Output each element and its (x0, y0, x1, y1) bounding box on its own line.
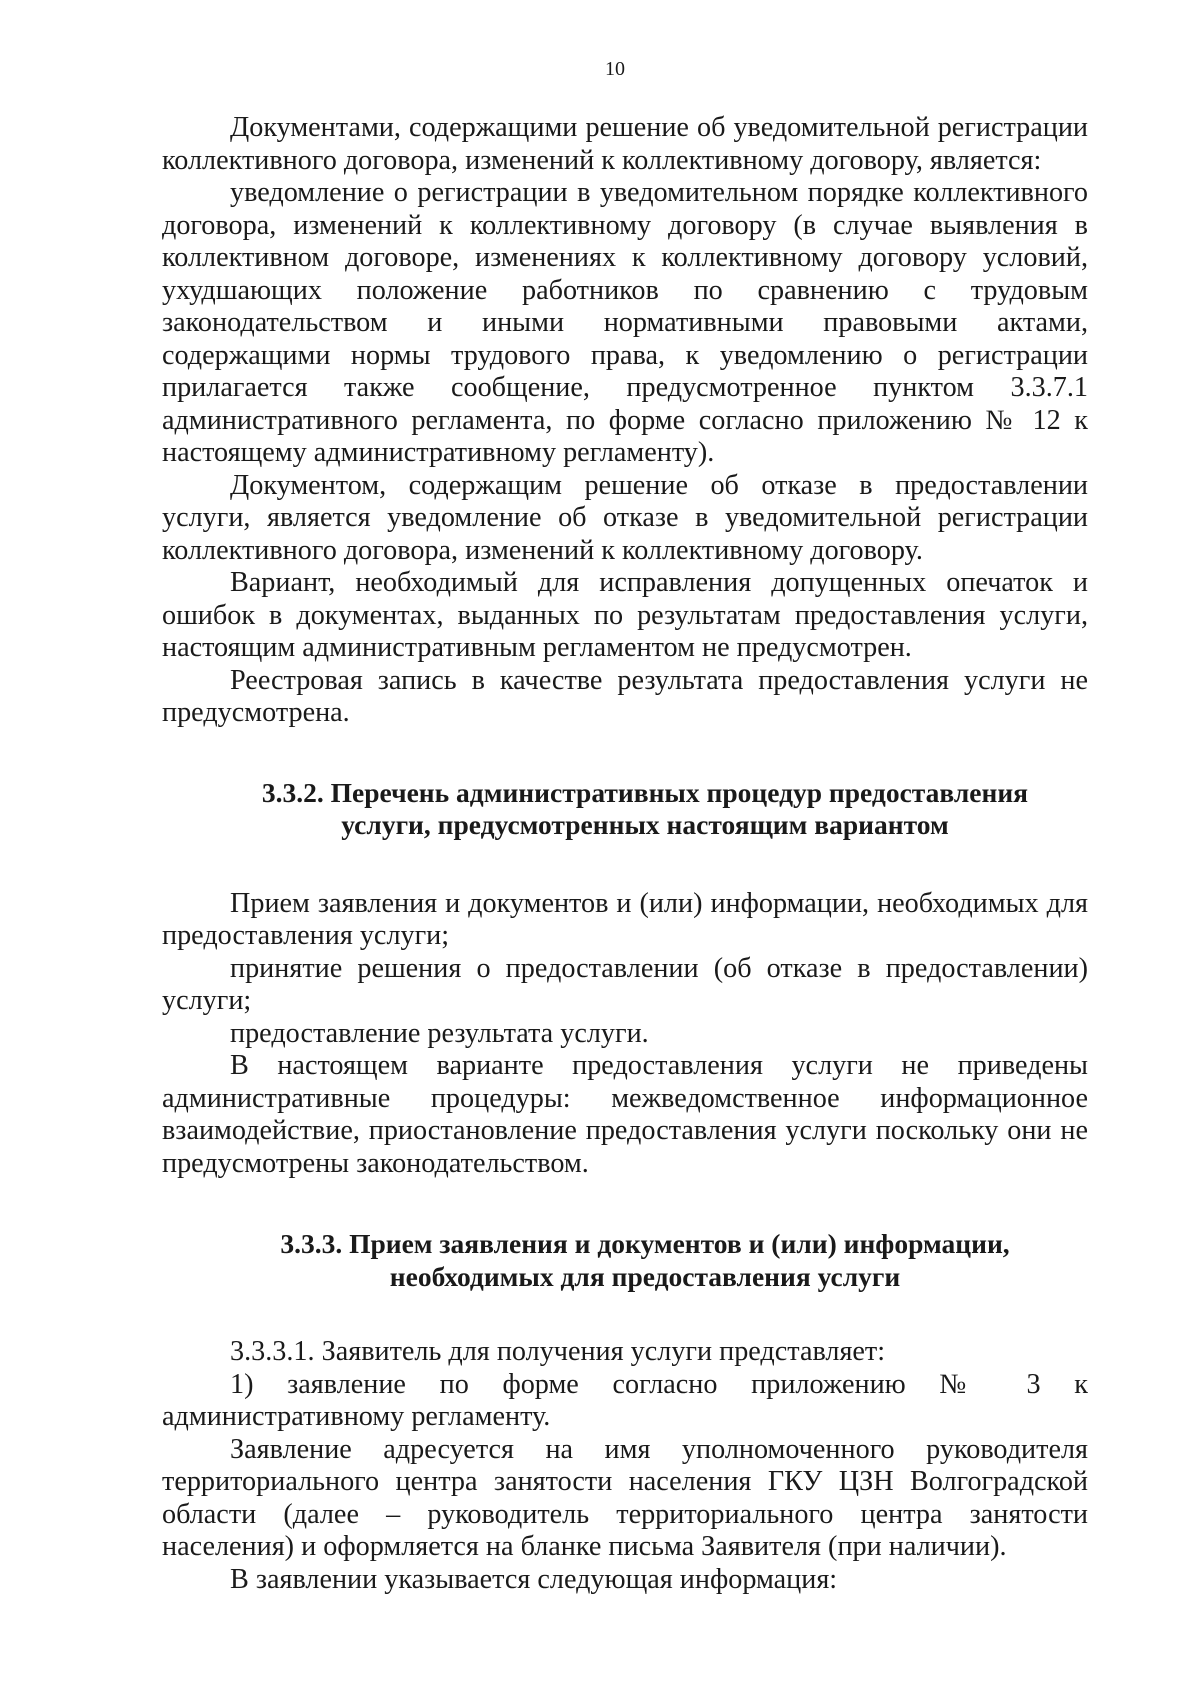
procedures-section (162, 888, 1088, 1181)
paragraph: Документом, содержащим решение об отказе в предоставлении услуги, является уведомление об отказе в уведомительной регистрации коллективного договора, изменений к коллективному договору. (162, 469, 1088, 566)
result-documents-section (162, 112, 1088, 730)
paragraph: 3.3.3.1. Заявитель для получения услуги представляет: (230, 1336, 886, 1367)
paragraph: принятие решения о предоставлении (об отказе в предоставлении) услуги; (162, 952, 1088, 1016)
paragraph: предоставление результата услуги. (230, 1017, 649, 1049)
page-number: 10 (605, 58, 625, 80)
paragraph: Заявление адресуется на имя уполномоченного руководителя территориального центра занятости населения ГКУ ЦЗН Волгоградской области (далее – руководитель территориального центра занятости населения) и оформляется на бланке письма Заявителя (при наличии). (162, 1433, 1088, 1562)
paragraph: Прием заявления и документов и (или) информации, необходимых для предоставления услуги; (162, 887, 1088, 951)
heading-line: необходимых для предоставления услуги (389, 1260, 901, 1292)
paragraph: Реестровая запись в качестве результата предоставления услуги не предусмотрена. (162, 664, 1088, 728)
heading-line: 3.3.2. Перечень административных процедур предоставления (261, 776, 1029, 808)
document-body (162, 112, 1088, 1596)
heading-line: услуги, предусмотренных настоящим вариантом (341, 809, 949, 840)
paragraph: Документами, содержащими решение об уведомительной регистрации коллективного договора, изменений к коллективному договору, является: (162, 112, 1088, 176)
paragraph: В настоящем варианте предоставления услуги не приведены административные процедуры: межведомственное информационное взаимодействие, приостановление предоставления услуги поскольку они не предусмотрены законодательством. (162, 1050, 1088, 1179)
paragraph: уведомление о регистрации в уведомительном порядке коллективного договора, изменений к коллективному договору (в случае выявления в коллективном договоре, изменениях к коллективному договору условий, ухудшающих положение работников по сравнению с трудовым законодательством и иными нормативными правовыми актами, содержащими нормы трудового права, к уведомлению о регистрации прилагается также сообщение, предусмотренное пунктом 3.3.7.1 административного регламента, по форме согласно приложению № 12 к настоящему административному регламенту). (162, 177, 1088, 468)
section-heading-3-3-2 (162, 777, 1088, 842)
application-section (162, 1336, 1088, 1596)
paragraph: 1) заявление по форме согласно приложению № 3 к административному регламенту. (162, 1368, 1088, 1432)
heading-line: 3.3.3. Прием заявления и документов и (или) информации, (280, 1228, 1010, 1259)
section-heading-3-3-3 (162, 1228, 1088, 1293)
paragraph: Вариант, необходимый для исправления допущенных опечаток и ошибок в документах, выданных по результатам предоставления услуги, настоящим административным регламентом не предусмотрен. (162, 567, 1088, 663)
paragraph: В заявлении указывается следующая информация: (230, 1563, 838, 1595)
